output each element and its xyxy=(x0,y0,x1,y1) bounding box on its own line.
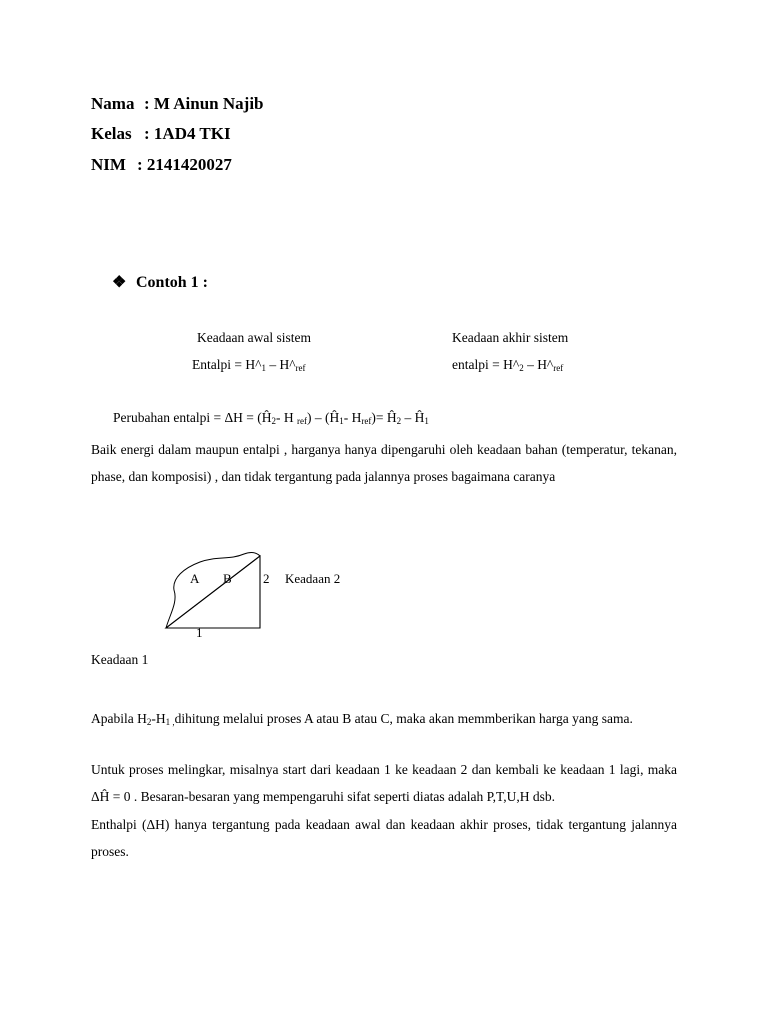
awal-equation: Entalpi = $H\^{}_1$ – $H\^{}_{ref}$ xyxy=(192,357,306,373)
diamond-bullet-icon: ❖ xyxy=(112,274,127,291)
process-diagram xyxy=(160,548,341,643)
paragraph-apabila: Apabila $H_2-H_{1 ,}dihitung$ melalui proses A atau B atau C, maka akan memmberikan harga yang sama. xyxy=(91,711,633,727)
nim-label: NIM xyxy=(91,155,126,174)
kelas-label: Kelas xyxy=(91,124,132,143)
nama-line xyxy=(91,94,264,114)
section-title: Contoh 1 : xyxy=(136,274,209,291)
awal-title: Keadaan awal sistem xyxy=(197,330,311,345)
paragraph-enthalpi: Enthalpi (ΔH) hanya tergantung pada keadaan awal dan keadaan akhir proses, tidak tergantung jalannya proses. xyxy=(91,817,677,859)
label-keadaan-2: Keadaan 2 xyxy=(285,571,341,586)
perubahan-entalpi-equation: Perubahan entalpi = $\Delta H = (Ĥ_2-$ H $_{ref}) - (Ĥ_1-$ $H_{ref})=$ $Ĥ_2$ – $Ĥ_1$ xyxy=(113,410,429,426)
label-b: B xyxy=(223,571,232,586)
akhir-equation: entalpi = $H\^{}_2$ – $H\^{}_{ref}$ xyxy=(452,357,564,373)
label-2: 2 xyxy=(263,571,270,586)
kelas-line xyxy=(91,124,231,144)
nim-value: : 2141420027 xyxy=(137,155,232,174)
label-keadaan-1: Keadaan 1 xyxy=(91,652,149,667)
nim-line xyxy=(91,155,232,175)
akhir-title: Keadaan akhir sistem xyxy=(452,330,569,345)
paragraph-proses-melingkar: Untuk proses melingkar, misalnya start dari keadaan 1 ke keadaan 2 dan kembali ke keadaan 1 lagi, maka ΔĤ = 0 . Besaran-besaran yang mempengaruhi sifat seperti diatas adalah P,T,U,H dsb. xyxy=(91,762,677,804)
kelas-value: : 1AD4 TKI xyxy=(144,124,231,143)
section-heading xyxy=(112,272,208,292)
path-b-line xyxy=(166,556,260,628)
paragraph-intro: Baik energi dalam maupun entalpi , harganya hanya dipengaruhi oleh keadaan bahan (temperatur, tekanan, phase, dan komposisi) , dan tidak tergantung pada jalannya proses bagaimana caranya xyxy=(91,442,677,484)
nama-label: Nama xyxy=(91,94,135,113)
path-triangle-diagram xyxy=(160,548,270,638)
label-1: 1 xyxy=(196,625,203,640)
label-a: A xyxy=(190,571,200,586)
nama-value: : M Ainun Najib xyxy=(144,94,264,113)
